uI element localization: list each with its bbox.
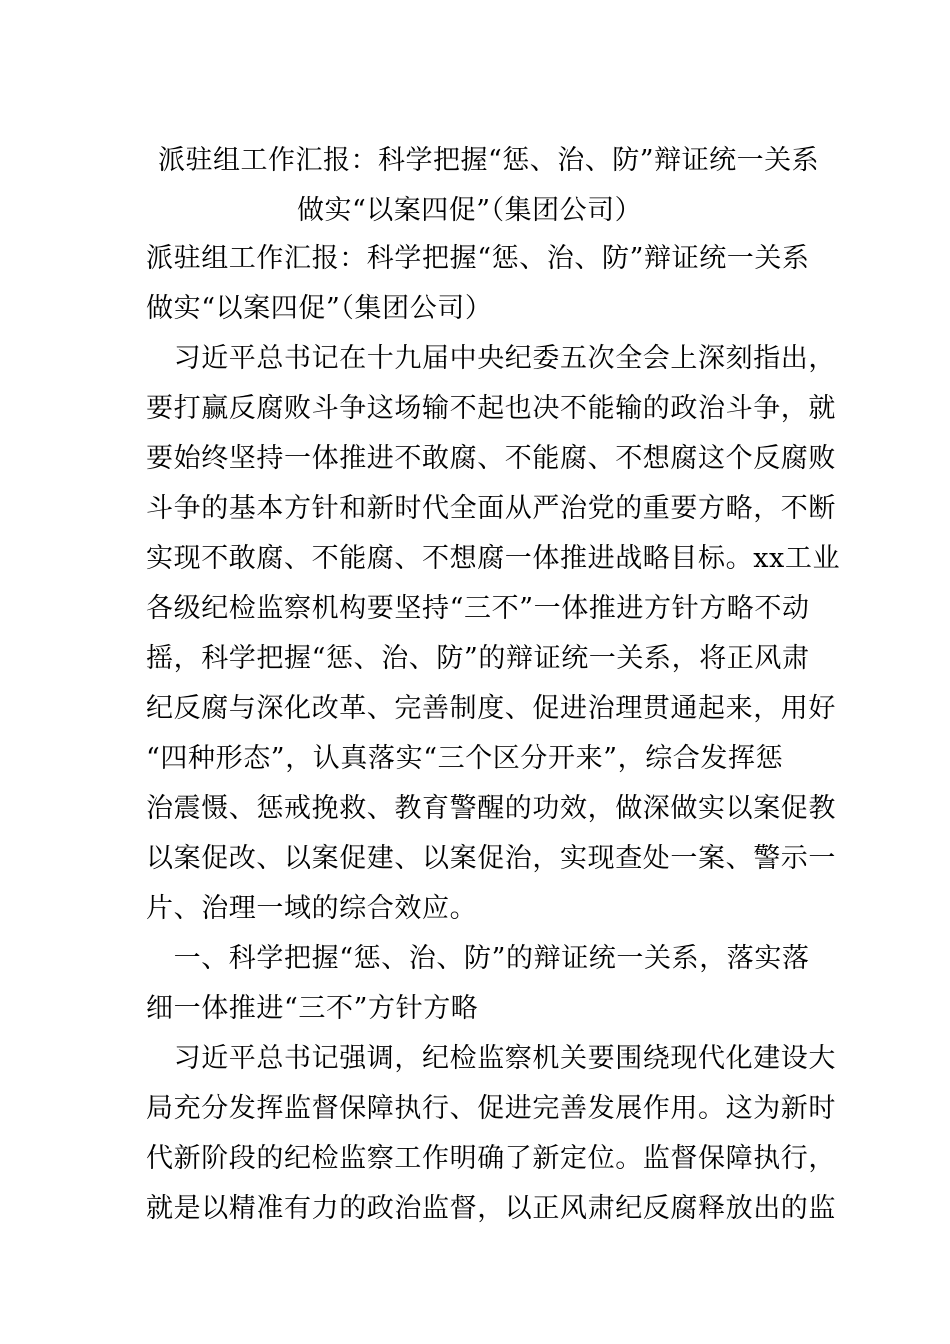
title-repeat-line-2: 做实“以案四促”（集团公司） — [146, 293, 493, 324]
paragraph-1-line-6: 各级纪检监察机构要坚持“三不”一体推进方针方略不动 — [146, 593, 810, 624]
paragraph-1-line-7: 摇，科学把握“惩、治、防”的辩证统一关系，将正风肃 — [146, 643, 810, 674]
paragraph-1-line-12: 片、治理一域的综合效应。 — [146, 893, 478, 924]
title-repeat-line-1: 派驻组工作汇报：科学把握“惩、治、防”辩证统一关系 — [146, 243, 810, 274]
paragraph-1-line-1: 习近平总书记在十九届中央纪委五次全会上深刻指出， — [146, 343, 836, 374]
title-centered-line-1: 派驻组工作汇报：科学把握“惩、治、防”辩证统一关系 — [158, 145, 820, 176]
heading-1-line-1: 一、科学把握“惩、治、防”的辩证统一关系，落实落 — [146, 943, 810, 974]
title-centered-line-2: 做实“以案四促”（集团公司） — [297, 195, 643, 226]
paragraph-1-line-11: 以案促改、以案促建、以案促治，实现查处一案、警示一 — [146, 843, 836, 874]
paragraph-2-line-4: 就是以精准有力的政治监督，以正风肃纪反腐释放出的监 — [146, 1193, 836, 1224]
paragraph-1-line-10: 治震慑、惩戒挽救、教育警醒的功效，做深做实以案促教 — [146, 793, 836, 824]
paragraph-1-line-9: “四种形态”，认真落实“三个区分开来”，综合发挥惩 — [146, 743, 784, 774]
paragraph-1-line-2: 要打赢反腐败斗争这场输不起也决不能输的政治斗争，就 — [146, 393, 836, 424]
paragraph-2-line-2: 局充分发挥监督保障执行、促进完善发展作用。这为新时 — [146, 1093, 836, 1124]
paragraph-1-line-5: 实现不敢腐、不能腐、不想腐一体推进战略目标。xx工业 — [146, 543, 841, 574]
paragraph-1-line-4: 斗争的基本方针和新时代全面从严治党的重要方略，不断 — [146, 493, 836, 524]
paragraph-1-line-8: 纪反腐与深化改革、完善制度、促进治理贯通起来，用好 — [146, 693, 836, 724]
paragraph-1-line-3: 要始终坚持一体推进不敢腐、不能腐、不想腐这个反腐败 — [146, 443, 836, 474]
heading-1-line-2: 细一体推进“三不”方针方略 — [146, 993, 479, 1024]
paragraph-2-line-3: 代新阶段的纪检监察工作明确了新定位。监督保障执行， — [146, 1143, 836, 1174]
paragraph-2-line-1: 习近平总书记强调，纪检监察机关要围绕现代化建设大 — [146, 1043, 836, 1074]
